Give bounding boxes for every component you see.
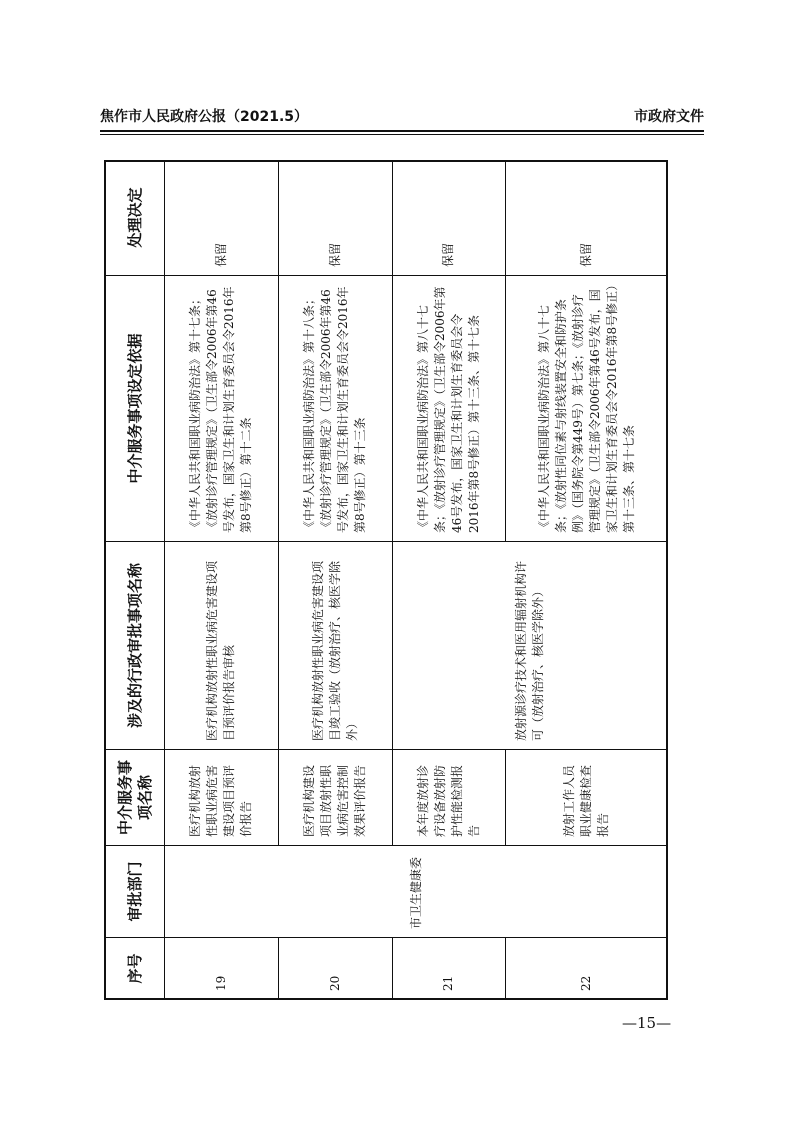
header-service-name: 中介服务事项名称 [105,750,165,846]
approval-item-cell: 放射源诊疗技术和医用辐射机构许可（放射治疗、核医学除外） [392,542,667,750]
header-department: 审批部门 [105,846,165,938]
approval-item-cell: 医疗机构放射性职业病危害建设项目预评价报告审核 [165,542,279,750]
header-rule-thin [100,134,704,135]
header-rule-thick [100,130,704,132]
basis-cell: 《中华人民共和国职业病防治法》第十七条；《放射诊疗管理规定》（卫生部令2006年第46号发布，国家卫生和计划生育委员会令2016年第8号修正）第十二条 [165,276,279,542]
decision-cell: 保留 [165,160,279,276]
service-name-cell: 医疗机构建设项目放射性职业病危害控制效果评价报告 [278,750,392,846]
header-basis: 中介服务事项设定依据 [105,276,165,542]
gazette-title: 焦作市人民政府公报（2021.5） [100,109,309,125]
header-approval-item: 涉及的行政审批事项名称 [105,542,165,750]
decision-cell: 保留 [278,160,392,276]
decision-cell: 保留 [506,160,668,276]
section-title: 市政府文件 [634,109,704,125]
service-name-cell: 本年度放射诊疗设备放射防护性能检测报告 [392,750,506,846]
row-number: 20 [278,938,392,1000]
rotated-table-frame [104,160,668,1000]
row-number: 22 [506,938,668,1000]
approval-item-cell: 医疗机构放射性职业病危害建设项目竣工验收（放射治疗、核医学除外） [278,542,392,750]
running-head [100,106,704,128]
rotated-table [104,160,668,1000]
service-name-cell: 放射工作人员职业健康检查报告 [506,750,668,846]
basis-cell: 《中华人民共和国职业病防治法》第八十七条；《放射性同位素与射线装置安全和防护条例》（国务院令第449号）第七条；《放射诊疗管理规定》（卫生部令2006年第46号发布，国家卫生和计划生育委员会令2016年第8号修正）第十三条、第十七条 [506,276,668,542]
service-name-cell: 医疗机构放射性职业病危害建设项目预评价报告 [165,750,279,846]
department-cell: 市卫生健康委 [165,846,668,938]
row-number: 19 [165,938,279,1000]
table-row [165,160,279,1000]
service-table [104,160,668,1000]
row-number: 21 [392,938,506,1000]
basis-cell: 《中华人民共和国职业病防治法》第八十七条；《放射诊疗管理规定》（卫生部令2006年第46号发布，国家卫生和计划生育委员会令2016年第8号修正）第十三条、第十七条 [392,276,506,542]
header-decision: 处理决定 [105,160,165,276]
basis-cell: 《中华人民共和国职业病防治法》第十八条；《放射诊疗管理规定》（卫生部令2006年第46号发布，国家卫生和计划生育委员会令2016年第8号修正）第十三条 [278,276,392,542]
decision-cell: 保留 [392,160,506,276]
table-header-row [105,160,165,1000]
header-no: 序号 [105,938,165,1000]
page-number: —15— [622,1014,672,1032]
